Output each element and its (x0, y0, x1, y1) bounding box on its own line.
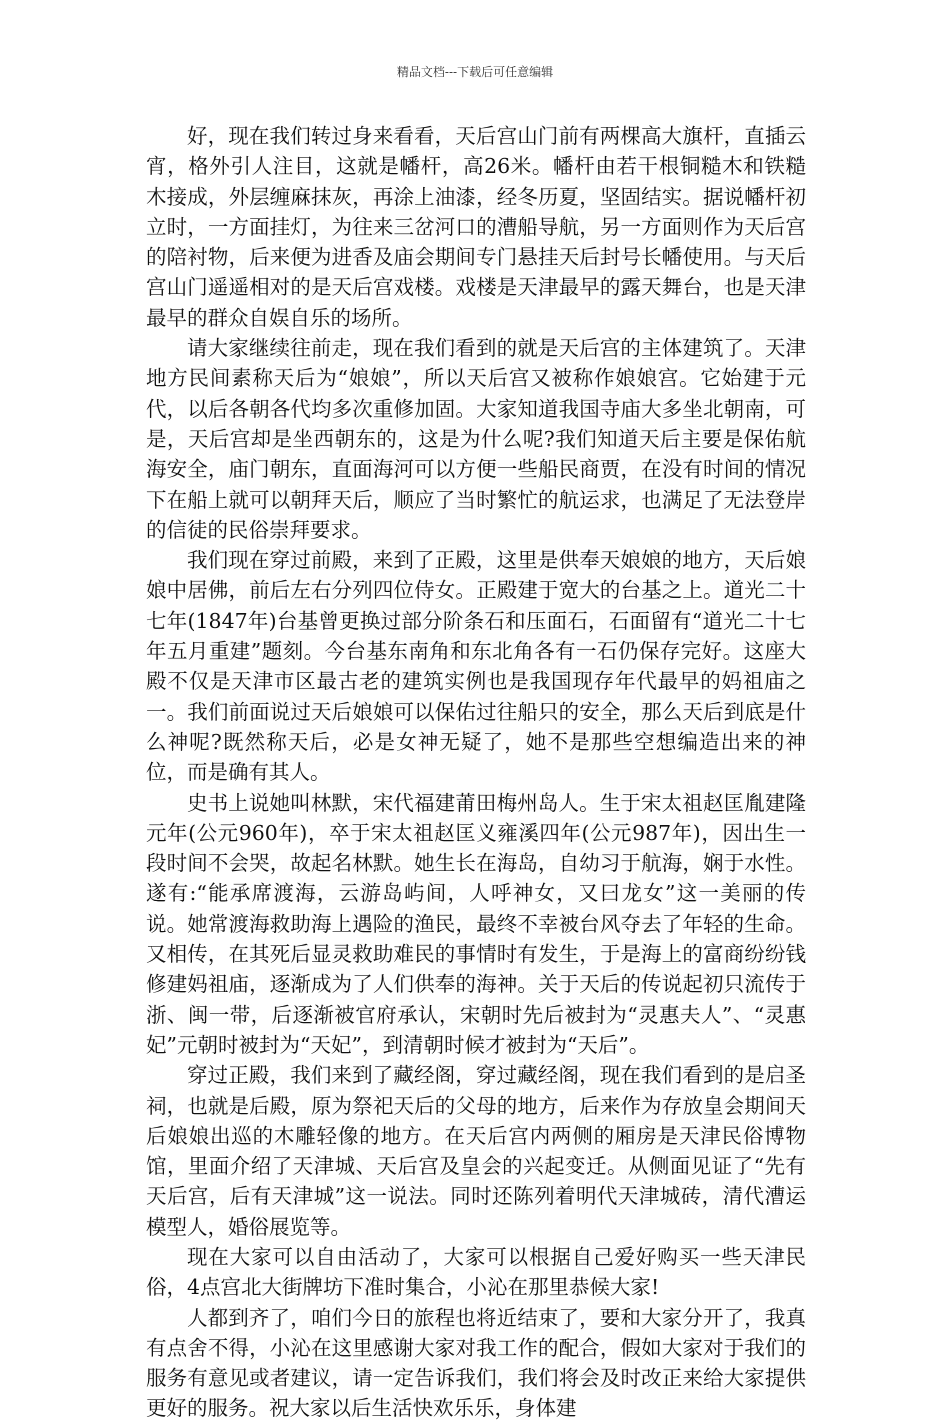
document-body (146, 121, 806, 1421)
paragraph-5: 穿过正殿，我们来到了藏经阁，穿过藏经阁，现在我们看到的是启圣祠，也就是后殿，原为祭祀天后的父母的地方，后来作为存放皇会期间天后娘娘出巡的木雕轻像的地方。在天后宫内两侧的厢房是天津民俗博物馆，里面介绍了天津城、天后宫及皇会的兴起变迁。从侧面见证了“先有天后宫，后有天津城”这一说法。同时还陈列着明代天津城砖，清代漕运模型人，婚俗展览等。 (146, 1063, 806, 1239)
page-header: 精品文档---下载后可任意编辑 (396, 65, 554, 79)
paragraph-4: 史书上说她叫林默，宋代福建莆田梅州岛人。生于宋太祖赵匡胤建隆元年(公元960年)，卒于宋太祖赵匡义雍溪四年(公元987年)，因出生一段时间不会哭，故起名林默。她生长在海岛，自幼习于航海，娴于水性。遂有:“能承席渡海，云游岛屿间，人呼神女，又曰龙女”这一美丽的传说。她常渡海救助海上遇险的渔民，最终不幸被台风夺去了年轻的生命。又相传，在其死后显灵救助难民的事情时有发生，于是海上的富商纷纷钱修建妈祖庙，逐渐成为了人们供奉的海神。关于天后的传说起初只流传于浙、闽一带，后逐渐被官府承认，宋朝时先后被封为“灵惠夫人”、“灵惠妃”元朝时被封为“天妃”，到清朝时候才被封为“天后”。 (146, 790, 806, 1057)
paragraph-1: 好，现在我们转过身来看看，天后宫山门前有两棵高大旗杆，直插云宵，格外引人注目，这就是幡杆，高26米。幡杆由若干根铜糙木和铁糙木接成，外层缠麻抹灰，再涂上油漆，经冬历夏，坚固结实。据说幡杆初立时，一方面挂灯，为往来三岔河口的漕船导航，另一方面则作为天后宫的陪衬物，后来便为进香及庙会期间专门悬挂天后封号长幡使用。与天后宫山门遥遥相对的是天后宫戏楼。戏楼是天津最早的露天舞台，也是天津最早的群众自娱自乐的场所。 (146, 124, 806, 330)
paragraph-3: 我们现在穿过前殿，来到了正殿，这里是供奉天娘娘的地方，天后娘娘中居佛，前后左右分列四位侍女。正殿建于宽大的台基之上。道光二十七年(1847年)台基曾更换过部分阶条石和压面石，石面留有“道光二十七年五月重建”题刻。今台基东南角和东北角各有一石仍保存完好。这座大殿不仅是天津市区最古老的建筑实例也是我国现存年代最早的妈祖庙之一。我们前面说过天后娘娘可以保佑过往船只的安全，那么天后到底是什么神呢?既然称天后，必是女神无疑了，她不是那些空想编造出来的神位，而是确有其人。 (146, 548, 806, 785)
paragraph-2: 请大家继续往前走，现在我们看到的就是天后宫的主体建筑了。天津地方民间素称天后为“娘娘”，所以天后宫又被称作娘娘宫。它始建于元代，以后各朝各代均多次重修加固。大家知道我国寺庙大多坐北朝南，可是，天后宫却是坐西朝东的，这是为什么呢?我们知道天后主要是保佑航海安全，庙门朝东，直面海河可以方便一些船民商贾，在没有时间的情况下在船上就可以朝拜天后，顺应了当时繁忙的航运求，也满足了无法登岸的信徒的民俗崇拜要求。 (146, 336, 806, 542)
paragraph-7: 人都到齐了，咱们今日的旅程也将近结束了，要和大家分开了，我真有点舍不得，小沁在这里感谢大家对我工作的配合，假如大家对于我们的服务有意见或者建议，请一定告诉我们，我们将会及时改正来给大家提供更好的服务。祝大家以后生活快欢乐乐，身体建 (146, 1305, 806, 1421)
paragraph-6: 现在大家可以自由活动了，大家可以根据自己爱好购买一些天津民俗，4点宫北大街牌坊下准时集合，小沁在那里恭候大家! (146, 1244, 806, 1300)
